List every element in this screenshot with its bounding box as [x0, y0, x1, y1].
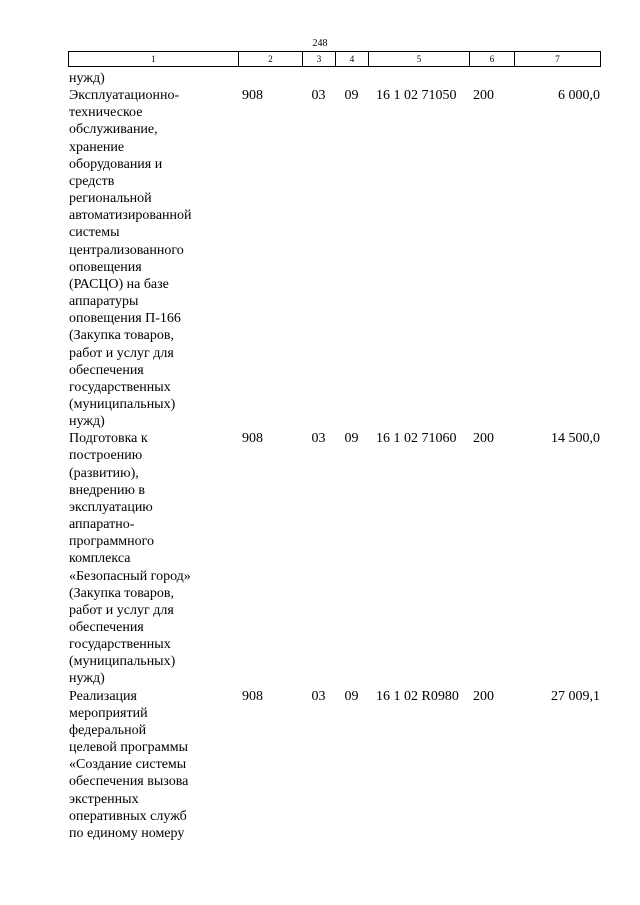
table-row [68, 430, 601, 687]
item-name-line: нужд) [69, 671, 105, 687]
item-name-line: обеспечения вызова [69, 774, 189, 790]
amount-cell: 27 009,1 [551, 688, 600, 704]
item-name-line: оперативных служб [69, 808, 187, 824]
item-name-line: техническое [69, 105, 143, 121]
table-row [68, 688, 601, 842]
code-cell: 908 [242, 688, 263, 704]
item-name-line: по единому номеру [69, 825, 185, 841]
item-name-line: обеспечения [69, 620, 144, 635]
target-article-cell: 16 1 02 71060 [376, 431, 457, 447]
item-name-line: средств [69, 173, 115, 189]
item-name-line: работ и услуг для [69, 602, 174, 618]
section-cell: 03 [311, 688, 326, 704]
budget-table [68, 70, 601, 842]
column-header-2: 2 [239, 52, 303, 67]
item-name-line: федеральной [69, 722, 147, 738]
column-header-6: 6 [470, 52, 515, 67]
column-header-7: 7 [515, 52, 601, 67]
column-header-3: 3 [303, 52, 336, 67]
item-name-line: аппаратуры [69, 294, 139, 310]
table-row [68, 87, 601, 430]
column-header-row [68, 51, 601, 67]
code-cell: 908 [242, 88, 263, 104]
page-number: 248 [312, 38, 328, 49]
item-name-line: региональной [69, 191, 152, 207]
item-name-line: внедрению в [69, 482, 146, 498]
budget-table-body [68, 70, 601, 842]
expense-type-cell: 200 [473, 431, 494, 447]
item-name-line: Подготовка к [69, 431, 148, 447]
section-cell: 03 [311, 431, 326, 447]
subsection-cell [335, 70, 368, 87]
item-name-line: государственных [69, 637, 171, 653]
item-name-line: оборудования и [69, 156, 163, 172]
subsection-cell: 09 [344, 688, 359, 704]
code-cell: 908 [242, 431, 263, 447]
item-name-cell [68, 70, 238, 87]
column-header-1: 1 [69, 52, 239, 67]
item-name-line: экстренных [69, 791, 139, 807]
item-name-cell [68, 430, 238, 687]
item-name-line: системы [69, 225, 120, 241]
target-article-cell: 16 1 02 R0980 [376, 688, 459, 704]
item-name-line: мероприятий [69, 705, 148, 721]
amount-cell [514, 70, 601, 87]
amount-cell: 6 000,0 [558, 88, 600, 104]
item-name-line: работ и услуг для [69, 345, 174, 361]
item-name-line: автоматизированной [69, 208, 192, 224]
target-article-cell [368, 70, 469, 87]
section-cell [302, 70, 335, 87]
item-name-line: (РАСЦО) на базе [69, 276, 169, 292]
item-name-line: целевой программы [69, 740, 188, 756]
column-header-4: 4 [336, 52, 369, 67]
item-name-line: программного [69, 534, 155, 550]
subsection-cell: 09 [344, 88, 359, 104]
item-name-line: (муниципальных) [69, 396, 176, 412]
item-name-line: комплекса [69, 551, 131, 567]
expense-type-cell [469, 70, 514, 87]
code-cell [238, 70, 302, 87]
item-name-line: (Закупка товаров, [69, 585, 174, 601]
item-name-line: обеспечения [69, 362, 144, 378]
item-name-line: оповещения [69, 259, 142, 275]
item-name-cell [68, 87, 238, 430]
target-article-cell: 16 1 02 71050 [376, 88, 457, 104]
item-name-line: эксплуатацию [69, 499, 153, 515]
column-header-5: 5 [369, 52, 470, 67]
expense-type-cell: 200 [473, 688, 494, 704]
item-name-line: Эксплуатационно- [69, 88, 180, 104]
expense-type-cell: 200 [473, 88, 494, 104]
item-name-line: оповещения П-166 [69, 311, 181, 327]
item-name-cell [68, 688, 238, 842]
subsection-cell: 09 [344, 431, 359, 447]
table-row [68, 70, 601, 87]
section-cell: 03 [311, 88, 326, 104]
item-name-line: нужд) [69, 71, 105, 86]
item-name-line: обслуживание, [69, 122, 158, 138]
item-name-line: «Создание системы [69, 757, 187, 773]
item-name-line: Реализация [69, 688, 137, 704]
item-name-line: построению [69, 448, 143, 464]
item-name-line: нужд) [69, 414, 105, 430]
item-name-line: «Безопасный город» [69, 568, 191, 584]
item-name-line: централизованного [69, 242, 184, 258]
item-name-line: (Закупка товаров, [69, 328, 174, 344]
amount-cell: 14 500,0 [551, 431, 600, 447]
item-name-line: (развитию), [69, 465, 139, 481]
item-name-line: аппаратно- [69, 517, 135, 533]
item-name-line: хранение [69, 139, 125, 155]
item-name-line: (муниципальных) [69, 654, 176, 670]
item-name-line: государственных [69, 379, 171, 395]
